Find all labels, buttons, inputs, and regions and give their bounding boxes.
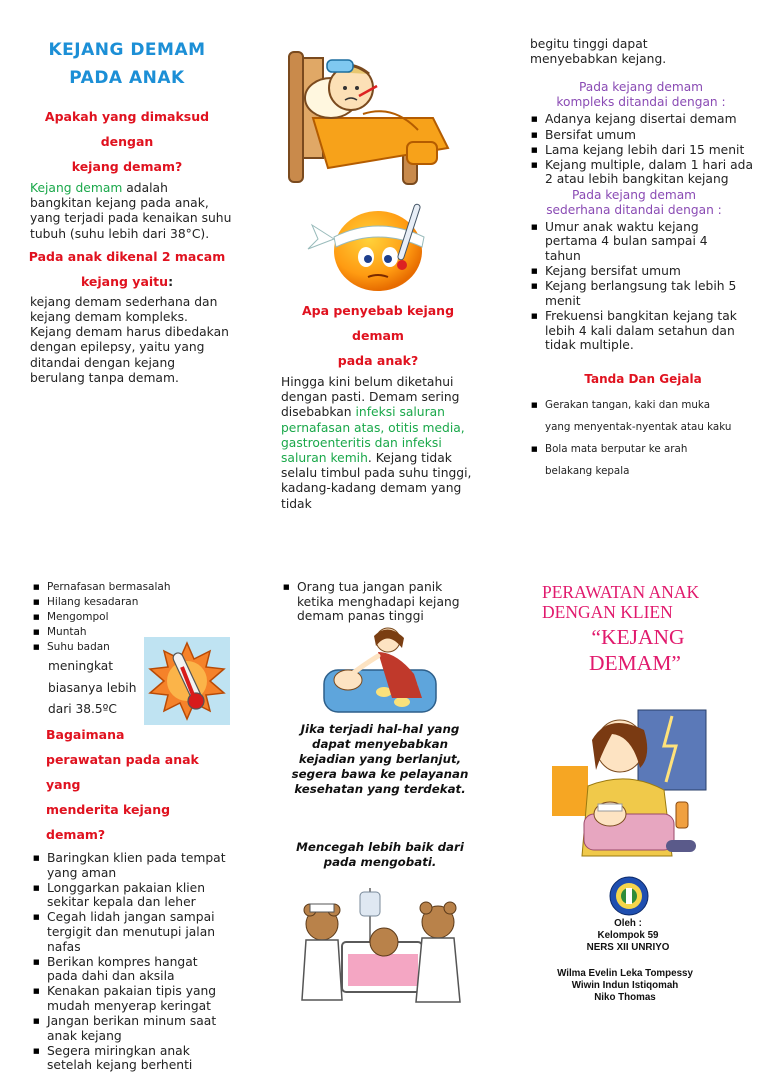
list-item: ■ Kejang berlangsung tak lebih 5 menit	[530, 279, 744, 308]
list-item: ■ Hilang kesadaran	[32, 595, 232, 609]
question-care: Bagaimana perawatan pada anak yang menderita kejang demam?	[46, 727, 199, 842]
sick-child-bed-illustration	[283, 38, 461, 188]
warning-text: Jika terjadi hal-hal yang dapat menyebabkan kejadian yang berlanjut, segera bawa ke pelayanan kesehatan yang terdekat.	[291, 722, 469, 796]
list-item: ■ Orang tua jangan panik ketika menghadapi kejang demam panas tinggi	[282, 580, 482, 624]
sederhana-list	[530, 220, 756, 353]
list-item: ■ Muntah	[32, 625, 232, 639]
list-item: ■ Kenakan pakaian tipis yang mudah menyerap keringat	[32, 984, 230, 1013]
gejala-list	[530, 394, 756, 483]
list-item: ■ Bola mata berputar ke arah belakang kepala	[530, 438, 736, 482]
list-item: ■ Gerakan tangan, kaki dan muka yang menyentak-nyentak atau kaku	[530, 394, 736, 438]
panel-5	[282, 580, 482, 624]
cause-text: Hingga kini belum diketahui dengan pasti. Demam sering disebabkan infeksi saluran pernafasan atas, otitis media, gastroenteritis dan infeksi saluran kemih. Kejang tidak selalu timbul pada suhu tinggi, kadang-kadang demam yang tidak	[281, 375, 472, 511]
panel-1	[22, 36, 232, 386]
parent-advice-list	[282, 580, 482, 624]
member-name: Niko Thomas	[594, 992, 656, 1003]
sederhana-heading: Pada kejang demam sederhana ditandai dengan :	[546, 187, 722, 217]
gejala-heading: Tanda Dan Gejala	[584, 371, 702, 386]
member-list	[530, 968, 720, 1004]
list-item: ■ Bersifat umum	[530, 128, 756, 143]
types-text: kejang demam sederhana dan kejang demam kompleks. Kejang demam harus dibedakan dengan epilepsy, yaitu yang ditandai dengan kejang berulang tanpa demam.	[30, 294, 229, 385]
continuation-text: begitu tinggi dapat menyebabkan kejang.	[530, 37, 667, 67]
credits: Oleh : Kelompok 59 NERS XII UNRIYO	[586, 918, 670, 953]
prevention-text: Mencegah lebih baik dari pada mengobati.	[296, 840, 464, 869]
hot-thermometer-icon	[144, 637, 230, 725]
question-types: Pada anak dikenal 2 macam kejang yaitu:	[28, 248, 226, 289]
list-item: ■ Umur anak waktu kejang pertama 4 bulan sampai 4 tahun	[530, 220, 744, 264]
care-section	[32, 722, 232, 1073]
list-item: ■ Mengompol	[32, 610, 232, 624]
page-title: KEJANG DEMAM PADA ANAK	[48, 40, 206, 88]
list-item: ■ Jangan berikan minum saat anak kejang	[32, 1014, 230, 1043]
list-item: ■ Lama kejang lebih dari 15 menit	[530, 143, 756, 158]
question-definition: Apakah yang dimaksud dengan kejang demam?	[44, 109, 210, 174]
mother-fever-child-illustration	[548, 706, 708, 860]
panel-2	[278, 298, 478, 512]
member-name: Wilma Evelin Leka Tompessy	[557, 968, 693, 979]
member-name: Wiwin Indun Istiqomah	[571, 980, 679, 991]
mother-caring-child-illustration	[318, 626, 444, 716]
list-item: ■ Longgarkan pakaian klien sekitar kepala dan leher	[32, 881, 230, 910]
list-item: ■ Suhu badan	[32, 640, 232, 654]
panel-3	[530, 37, 756, 483]
kompleks-list	[530, 112, 756, 186]
university-logo	[607, 876, 651, 916]
list-item: ■ Adanya kejang disertai demam	[530, 112, 756, 127]
list-item: ■ Kejang multiple, dalam 1 hari ada 2 atau lebih bangkitan kejang	[530, 158, 756, 187]
question-cause: Apa penyebab kejang demam pada anak?	[301, 303, 455, 368]
list-item: ■ Kejang bersifat umum	[530, 264, 744, 279]
list-item: ■ Berikan kompres hangat pada dahi dan aksila	[32, 955, 230, 984]
care-list	[32, 851, 232, 1073]
list-item: ■ Frekuensi bangkitan kejang tak lebih 4 kali dalam setahun dan tidak multiple.	[530, 309, 744, 353]
list-item: ■ Baringkan klien pada tempat yang aman	[32, 851, 230, 880]
list-item: ■ Cegah lidah jangan sampai tergigit dan menutupi jalan nafas	[32, 910, 230, 954]
fever-face-thermometer-icon	[306, 197, 446, 293]
kompleks-heading: Pada kejang demam kompleks ditandai dengan :	[556, 80, 726, 110]
definition-text: Kejang demam adalah bangkitan kejang pada anak, yang terjadi pada kenaikan suhu tubuh (suhu lebih dari 38°C).	[30, 181, 232, 241]
temperature-text: meningkat biasanya lebih dari 38.5ºC	[48, 659, 137, 716]
list-item: ■ Pernafasan bermasalah	[32, 580, 232, 594]
cover-title: PERAWATAN ANAK DENGAN KLIEN “KEJANG DEMAM”	[542, 582, 700, 675]
list-item: ■ Segera miringkan anak setelah kejang berhenti	[32, 1044, 230, 1073]
teddy-bear-hospital-illustration	[292, 882, 468, 1012]
